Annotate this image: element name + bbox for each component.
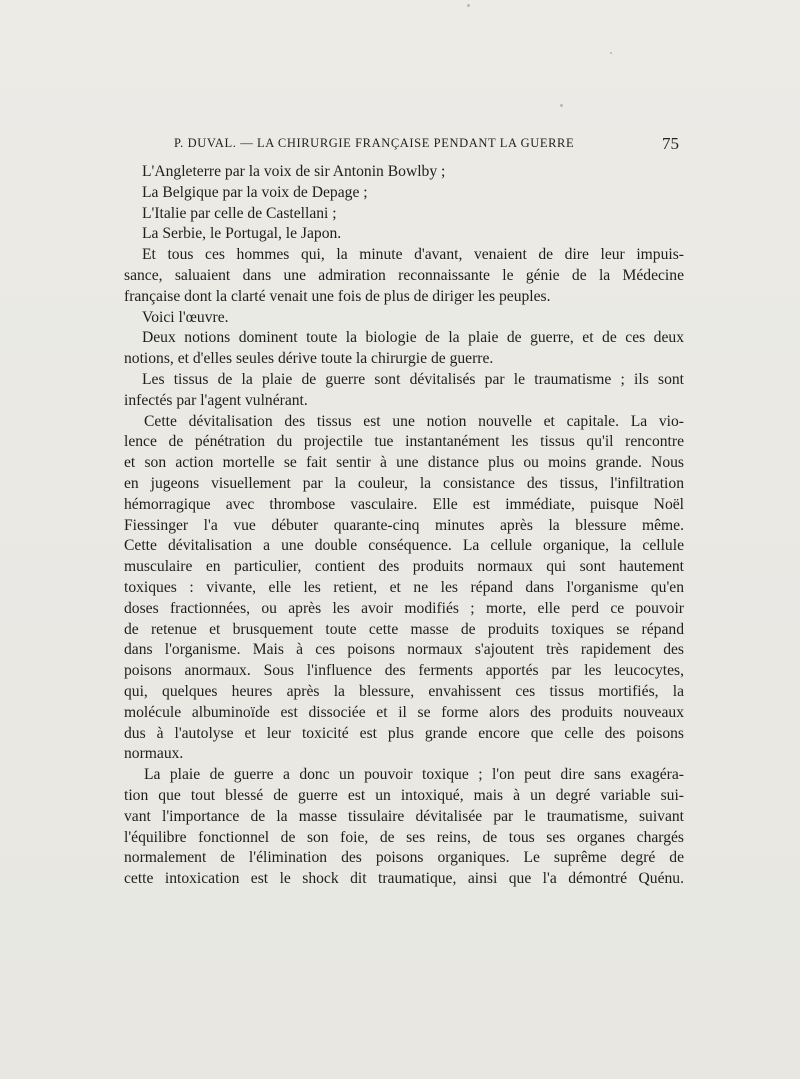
text-line: normalement de l'élimination des poisons organiques. Le suprême degré de [124,849,684,867]
text-line: normaux. [124,745,184,763]
text-line: L'Angleterre par la voix de sir Antonin Bowlby ; [142,163,446,180]
text-line: de retenue et brusquement toute cette masse de produits toxiques se répand [124,620,684,638]
text-line: musculaire en particulier, contient des produits normaux qui sont hautement [124,558,684,576]
text-line: Fiessinger l'a vue débuter quarante-cinq minutes après la blessure même. [124,516,684,534]
text-line: L'Italie par celle de Castellani ; [142,204,337,222]
text-line: La Serbie, le Portugal, le Japon. [142,225,342,243]
text-line: hémorragique avec thrombose vasculaire. Elle est immédiate, puisque Noël [124,495,684,513]
text-line: dus à l'autolyse et leur toxicité est plus grande encore que celle des poisons [124,724,684,742]
text-line: molécule albuminoïde est dissociée et il se forme alors des produits nouveaux [124,703,684,721]
paper-speck [560,104,563,107]
text-line: notions, et d'elles seules dérive toute la chirurgie de guerre. [124,350,494,368]
text-line: infectés par l'agent vulnérant. [124,391,308,409]
text-line: doses fractionnées, ou après les avoir modifiés ; morte, elle perd ce pouvoir [124,599,684,617]
text-line: Cette dévitalisation a une double conséquence. La cellule organique, la cellule [124,537,684,555]
text-line: tion que tout blessé de guerre est un intoxiqué, mais à un degré variable sui- [124,786,684,804]
text-line: qui, quelques heures après la blessure, envahissent ces tissus mortifiés, la [124,682,684,700]
paper-speck [610,52,612,54]
text-line: dans l'organisme. Mais à ces poisons normaux s'ajoutent très rapidement des [124,641,684,659]
text-line: en jugeons visuellement par la couleur, la consistance des tissus, l'infiltration [124,474,684,492]
text-line: française dont la clarté venait une fois de plus de diriger les peuples. [124,287,551,305]
text-line: sance, saluaient dans une admiration reconnaissante le génie de la Médecine [124,266,684,284]
text-line: La Belgique par la voix de Depage ; [142,183,368,201]
text-line: cette intoxication est le shock dit traumatique, ainsi que l'a démontré Quénu. [124,870,684,888]
text-line: Les tissus de la plaie de guerre sont dévitalisés par le traumatisme ; ils sont [142,370,684,388]
text-line: Cette dévitalisation des tissus est une notion nouvelle et capitale. La vio- [144,412,684,430]
text-line: lence de pénétration du projectile tue instantanément les tissus qu'il rencontre [124,433,684,451]
text-line: l'équilibre fonctionnel de son foie, de ses reins, de tous ses organes chargés [124,828,684,846]
running-header [0,134,800,158]
text-line: poisons anormaux. Sous l'influence des ferments apportés par les leucocytes, [124,662,684,680]
body-text [124,162,684,890]
text-line: Et tous ces hommes qui, la minute d'avant, venaient de dire leur impuis- [142,246,684,264]
text-line: Voici l'œuvre. [142,308,229,326]
paper-speck [467,4,470,7]
running-title: P. DUVAL. — LA CHIRURGIE FRANÇAISE PENDANT LA GUERRE [174,136,575,150]
page-number: 75 [662,134,679,153]
text-line: toxiques : vivante, elle les retient, et ne les répand dans l'organisme qu'en [124,578,684,596]
text-line: Deux notions dominent toute la biologie de la plaie de guerre, et de ces deux [142,329,684,347]
text-line: La plaie de guerre a donc un pouvoir toxique ; l'on peut dire sans exagéra- [144,766,684,784]
text-line: et son action mortelle se fait sentir à une distance plus ou moins grande. Nous [124,454,684,472]
text-line: vant l'importance de la masse tissulaire dévitalisée par le traumatisme, suivant [124,807,684,825]
